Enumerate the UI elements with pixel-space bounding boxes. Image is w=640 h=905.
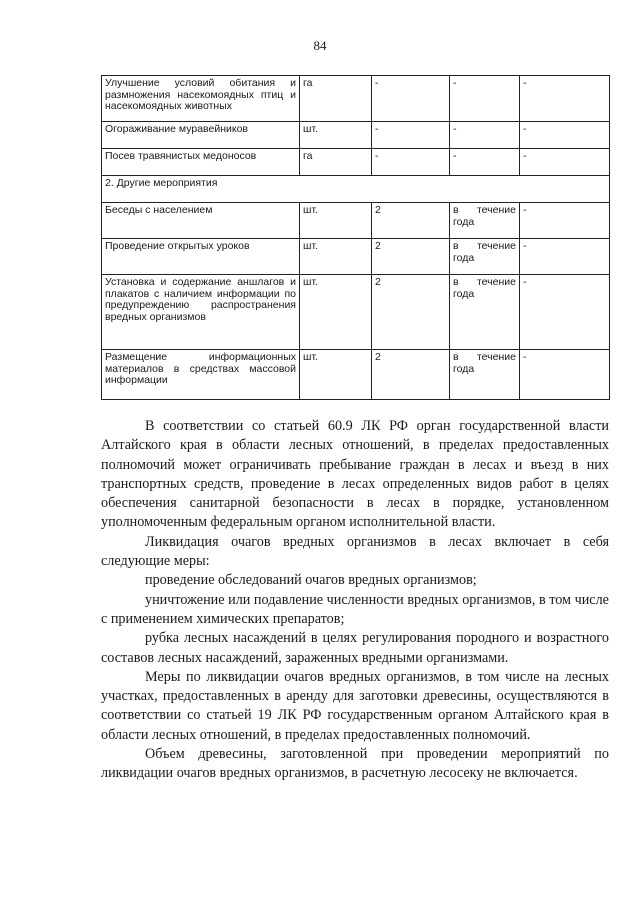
measure-unit: шт. [300,350,372,400]
measure-name: Посев травянистых медоносов [102,149,300,176]
measure-name: Огораживание муравейников [102,122,300,149]
paragraph: В соответствии со статьей 60.9 ЛК РФ орган государственной власти Алтайского края в области лесных отношений, в пределах предоставленных полномочий может ограничивать пребывание граждан в лесах и въезд в них транспортных средств, проведение в лесах определенных видов работ в целях обеспечения санитарной безопасности в лесах в порядке, установленном уполномоченным федеральным органом исполнительной власти. [101,418,609,531]
measure-name: Улучшение условий обитания и размножения насекомоядных птиц и насекомоядных животных [102,76,300,122]
measure-term: в течение года [450,203,520,239]
measure-name: Проведение открытых уроков [102,239,300,275]
measure-term: в течение года [450,350,520,400]
measure-extra: - [520,76,610,122]
measure-unit: шт. [300,203,372,239]
paragraph: Меры по ликвидации очагов вредных организмов, в том числе на лесных участках, предоставленных в аренду для заготовки древесины, осуществляются в соответствии со статьей 19 ЛК РФ государственным органом Алтайского края в области лесных отношений, в пределах предоставленных полномочий. [101,668,609,743]
measure-value: - [372,149,450,176]
measure-value: 2 [372,239,450,275]
table-row [102,122,610,149]
measure-extra: - [520,275,610,350]
table-row [102,350,610,400]
measure-value: 2 [372,203,450,239]
measure-value: 2 [372,350,450,400]
measure-value: - [372,76,450,122]
table-row [102,239,610,275]
measure-term: - [450,122,520,149]
body-text [101,417,609,784]
measures-table [101,75,610,400]
measure-extra: - [520,239,610,275]
list-item: уничтожение или подавление численности вредных организмов, в том числе с применением химических препаратов; [101,591,609,627]
measure-name: Установка и содержание аншлагов и плакатов с наличием информации по предупреждению распространения вредных организмов [102,275,300,350]
measure-unit: шт. [300,239,372,275]
measure-term: - [450,149,520,176]
measure-value: 2 [372,275,450,350]
measure-unit: га [300,76,372,122]
measure-extra: - [520,203,610,239]
measure-name: Беседы с населением [102,203,300,239]
table-row [102,149,610,176]
measure-value: - [372,122,450,149]
measure-unit: шт. [300,275,372,350]
section-title: 2. Другие мероприятия [102,176,610,203]
measure-term: в течение года [450,239,520,275]
table-row [102,203,610,239]
measure-name: Размещение информационных материалов в средствах массовой информации [102,350,300,400]
measure-term: в течение года [450,275,520,350]
measure-extra: - [520,149,610,176]
list-item: проведение обследований очагов вредных организмов; [145,572,477,589]
measure-unit: га [300,149,372,176]
measure-extra: - [520,350,610,400]
measure-unit: шт. [300,122,372,149]
list-item: рубка лесных насаждений в целях регулирования породного и возрастного составов лесных насаждений, зараженных вредными организмами. [101,630,609,666]
section-row [102,176,610,203]
table-row [102,275,610,350]
measure-term: - [450,76,520,122]
paragraph: Ликвидация очагов вредных организмов в лесах включает в себя следующие меры: [101,533,609,570]
paragraph: Объем древесины, заготовленной при проведении мероприятий по ликвидации очагов вредных организмов, в расчетную лесосеку не включается. [101,746,609,782]
page-number: 84 [313,38,327,53]
measure-extra: - [520,122,610,149]
table-row [102,76,610,122]
